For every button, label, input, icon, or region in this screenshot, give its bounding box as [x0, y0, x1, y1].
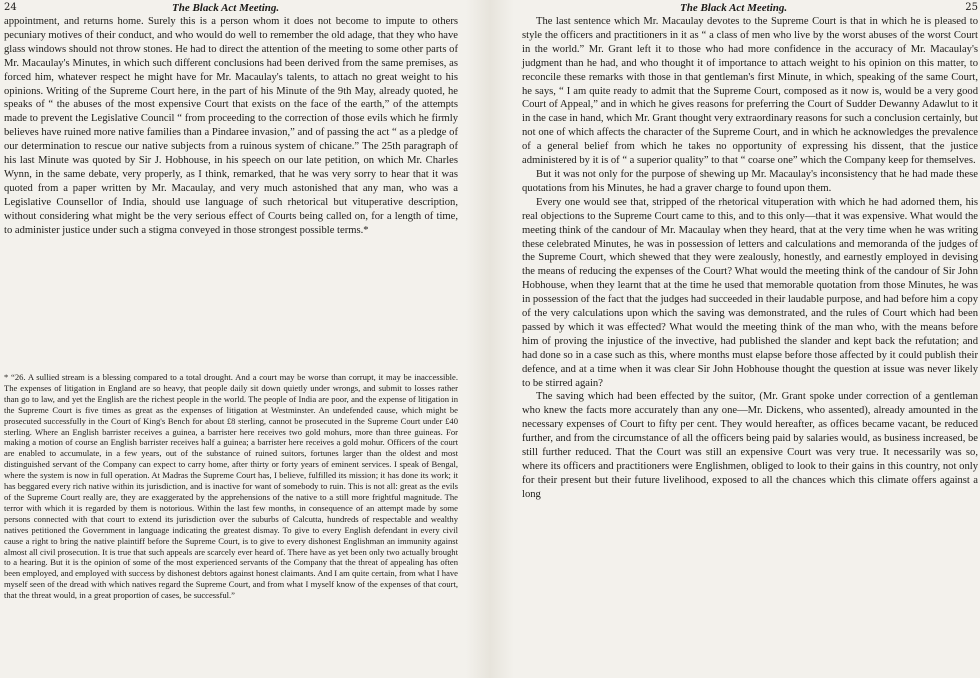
left-body-text — [4, 15, 458, 238]
left-paragraph: appointment, and returns home. Surely this is a person whom it does not become to impute to others pecuniary motives of their conduct, and who would do well to remember the old adage, that they who have glass windows should not throw stones. He had to direct the attention of the meeting to some other parts of Mr. Macaulay's Minutes, in which such different conclusions had been derived from the same premises, as forced him, whatever respect he might have for Mr. Macaulay's talents, to attach no great weight to his opinions. Writing of the Supreme Court here, in the part of his Minute of the 9th May, already quoted, he speaks of “ the abuses of the most expensive Court that exists on the face of the earth,” of the attempts made to prevent the Legislative Council “ from proceeding to the correction of those evils which he firmly believes have ruined more native families than a Pindaree invasion,” and of passing the act “ as a pledge of our determination to rescue our native subjects from a ruinous system of chicane.” The 25th paragraph of his last Minute was quoted by Sir J. Hobhouse, in his speech on our late petition, on which Mr. Charles Wynn, in the same debate, very properly, as I think, remarked, that he was very sorry to hear that it was quoted from a paper written by Mr. Macaulay, and very much astonished that any man, who was a Legislative Counsellor of India, should use language of such rhetorical but vituperative description, without considering what might be the very serious effect of Courts being called on, for a length of time, to administer justice under such a stigma conveyed in those strongest possible terms.* — [4, 16, 458, 236]
left-footnote — [4, 372, 458, 601]
left-page — [0, 0, 466, 678]
footnote-text: * “26. A sullied stream is a blessing compared to a total drought. And a court may be worse than corrupt, it may be inaccessible. The expenses of litigation in England are so heavy, that people daily sit down quietly under wrongs, and submit to losses rather than go to law, and yet the English are the richest people in the world. The people of India are poor, and the expense of litigation in the Supreme Court is five times as great as the expenses of litigation at Westminster. An undefended cause, which might be prosecuted successfully in the Court of King's Bench for about £8 sterling, cannot be prosecuted in the Supreme Court under £40 sterling. Where an English barrister receives a guinea, a barrister here receives two gold mohurs, more than three guineas. For making a motion of course an English barrister receives half a guinea; a barrister here receives a gold mohur. Officers of the court are enabled to accumulate, in a few years, out of the substance of ruined suitors, fortunes larger than the oldest and most distinguished servant of the Company can expect to carry home, after thirty or forty years of eminent services. I speak of Bengal, where the system is now in full operation. At Madras the Supreme Court has, I believe, fulfilled its mission; it has done its work; it has beggared every rich native within its jurisdiction, and is inactive for want of somebody to ruin. This is not all: great as the evils of the Supreme Court really are, they are exaggerated by the apprehensions of the native to a still more frightful magnitude. The terror with which it is regarded by them is notorious. Within the last few months, in consequence of an attempt made by some persons connected with that court to extend its jurisdiction over the suburbs of Calcutta, hundreds of respectable and wealthy natives petitioned the Government in language indicating the greatest dismay. To give to every English defendant in every civil cause a right to bring the native plaintiff before the Supreme Court, is to give to every dishonest Englishman an immunity against almost all civil prosecution. It is true that such appeals are scarcely ever heard of. There have as yet been only two actually brought to a hearing. But it is the opinion of some of the most experienced servants of the Company that the threat of appealing has often been employed, and employed with success by dishonest debtors against honest claimants. And I am quite certain, from what I have myself seen of the dread with which natives regard the Supreme Court, and from what I myself know of the expenses of that court, that the threat would, in a great proportion of cases, be successful.” — [4, 372, 458, 601]
right-paragraph-1: The last sentence which Mr. Macaulay devotes to the Supreme Court is that in which he is pleased to style the officers and practitioners in it as “ a class of men who live by the worst abuses of the worst Court in the world.” Mr. Grant left it to those who had more confidence in the accuracy of Mr. Macaulay's judgment than he had, and who thought it of importance to attach weight to his opinion on this matter, to reconcile these remarks with those in that gentleman's first Minute, in which, speaking of the same Court, he says, “ I am quite ready to admit that the Supreme Court, composed as it now is, would be a very good Court of Appeal,” and in which he gives reasons for preferring the Court of Sudder Dewanny Adawlut to it in the case in hand, which Mr. Grant thought very extraordinary reasons for such a conclusion certainly, but not one of which affects the character of the Supreme Court, and in which he acknowledges the prevalence of a general belief from which he takes no opportunity of expressing his dissent, that the justice administered by it is of “ a superior quality” to that “ coarse one” which the Company keep for themselves. — [522, 16, 978, 167]
right-page-header — [514, 2, 980, 14]
right-paragraph-2: But it was not only for the purpose of shewing up Mr. Macaulay's inconsistency that he had made these quotations from his Minutes, he had a graver charge to found upon them. — [522, 168, 978, 194]
right-paragraph-4: The saving which had been effected by the suitor, (Mr. Grant spoke under correction of a gentleman who knew the facts more accurately than any one—Mr. Dickens, who assented), already amounted in the necessary expenses of Court to fifty per cent. They would hereafter, as offices became vacant, be reduced further, and from the circumstance of all the officers being paid by salaries would, as business increased, be still further reduced. That the Court was still an expensive Court was very true. It necessarily was so, where its officers and practitioners were Englishmen, obliged to look to their gains in this country, not only for their present but their future livelihood, exposed to all the chances which this climate offers against a long — [522, 391, 978, 500]
left-page-number: 24 — [4, 2, 17, 13]
right-running-head: The Black Act Meeting. — [680, 2, 788, 14]
left-running-head: The Black Act Meeting. — [172, 2, 280, 14]
book-gutter — [466, 0, 514, 678]
left-page-header — [0, 2, 466, 14]
right-page-number: 25 — [965, 2, 978, 13]
right-paragraph-3: Every one would see that, stripped of the rhetorical vituperation with which he had adorned them, his real objections to the Supreme Court came to this, and to this only—that it was expensive. What would the meeting think of the candour of Mr. Macaulay when they heard, that at the very time when he was writing these celebrated Minutes, he was in possession of letters and calculations and memoranda of the judges of the Supreme Court, which shewed that they were zealously, honestly, and earnestly employed in devising the means of reducing the expenses of the Court? What would the meeting think of the candour of Sir John Hobhouse, when they learnt that at the time he used that memorable quotation from those Minutes, he was in possession of the fact that the judges had succeeded in their laudable purpose, and had before him a copy of the very calculations upon which the saving was demonstrated, and the rules of Court which had been passed by which it was effected? What would the meeting think of the man who, with the means before him of proving the injustice of the invective, had published the slander and kept back the refutation; and had done so in a case such as this, where months must elapse before those affected by it could publish their defence, and at a time when it was clear Sir John Hobhouse thought the question at issue was never likely to be stirred again? — [522, 196, 978, 389]
right-body-text — [522, 15, 978, 502]
right-page — [514, 0, 980, 678]
